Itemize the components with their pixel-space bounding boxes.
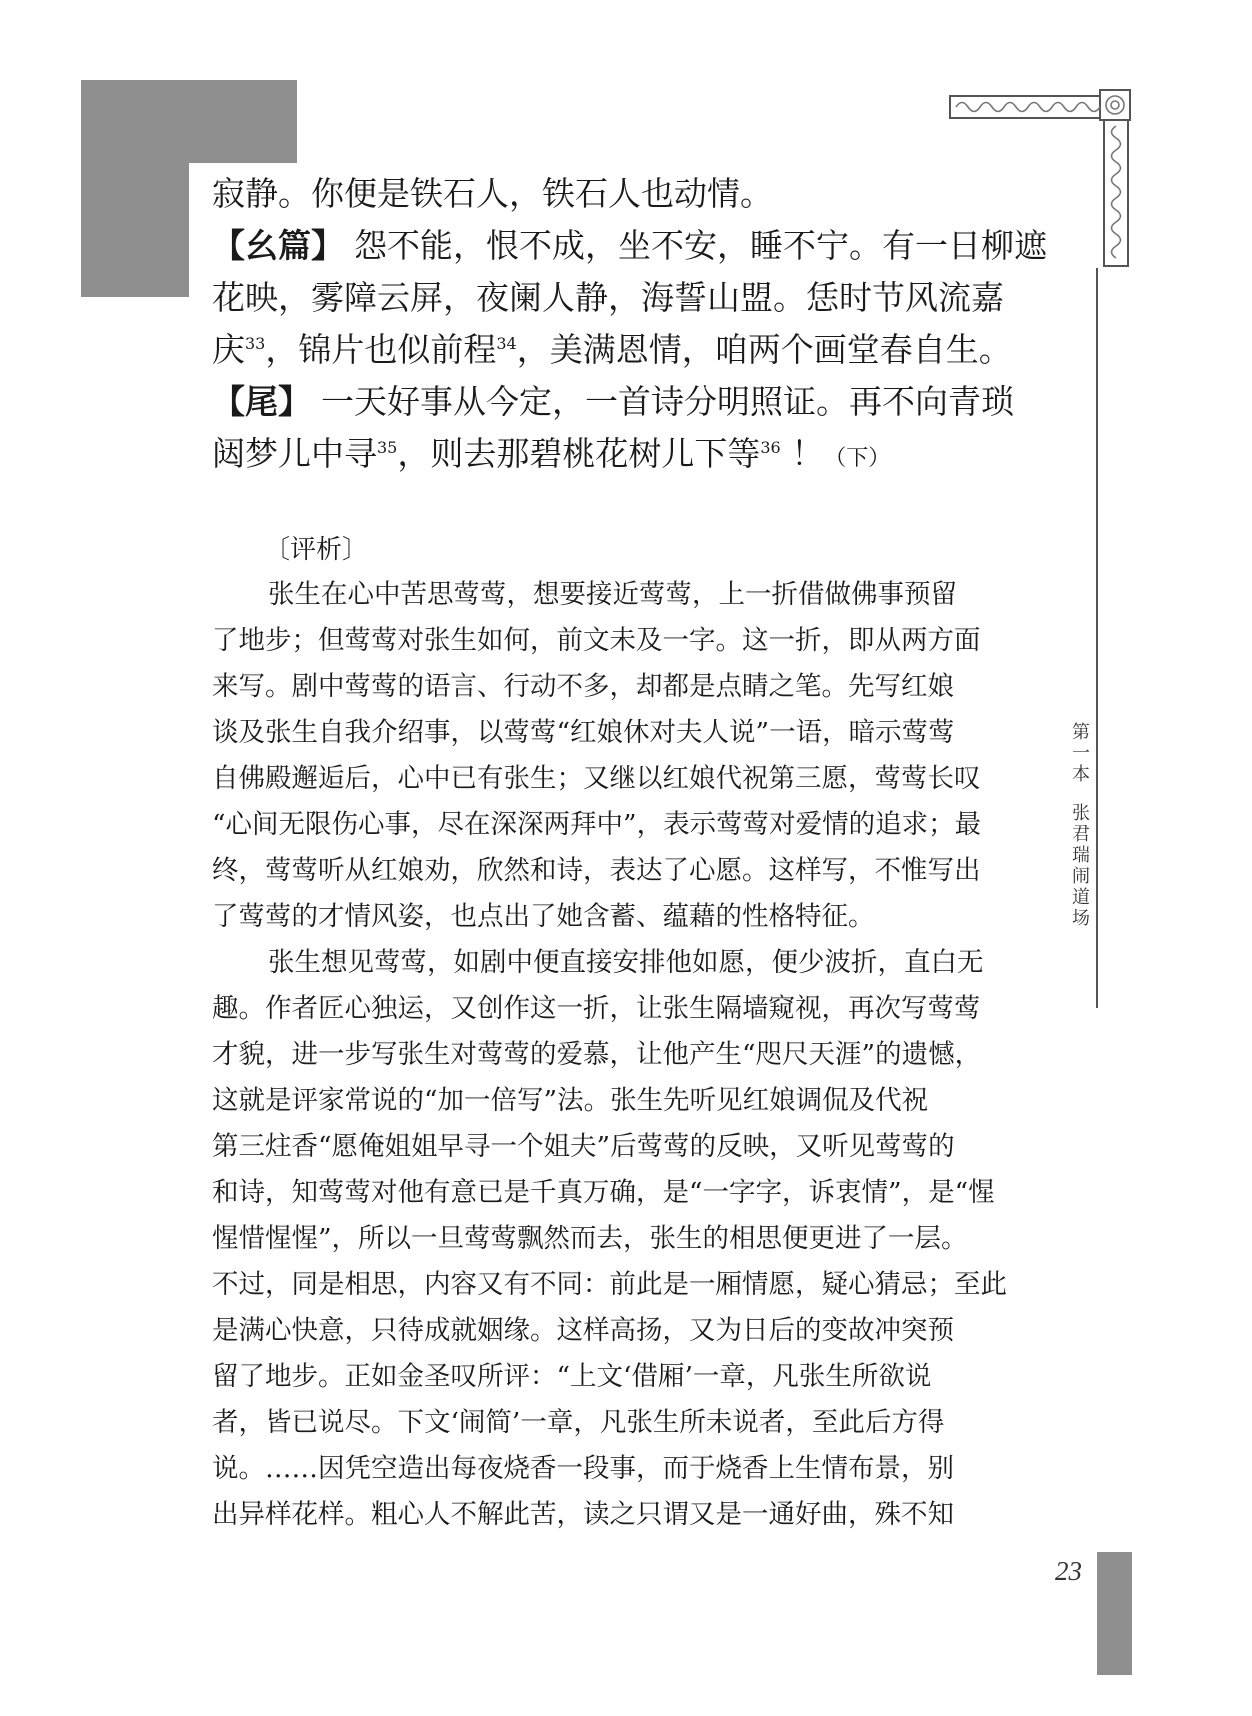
verse-line: 寂静。你便是铁石人，铁石人也动情。	[212, 174, 773, 213]
commentary-line: 第三炷香“愿俺姐姐早寻一个姐夫”后莺莺的反映，又听见莺莺的	[212, 1131, 955, 1162]
footnote-mark[interactable]: 35	[377, 438, 398, 457]
verse-line: 闼梦儿中寻$^{35}$，则去那碧桃花树儿下等$^{36}$ ！（下）	[212, 434, 891, 473]
footnote-mark[interactable]: 34	[496, 334, 517, 353]
running-head-part: 第一本	[1069, 722, 1090, 785]
verse-line: 庆$^{33}$，锦片也似前程$^{34}$，美满恩情，咱两个画堂春自生。	[212, 330, 1012, 369]
commentary-heading: 〔评析〕	[264, 535, 369, 565]
commentary-line: 谈及张生自我介绍事，以莺莺“红娘休对夫人说”一语，暗示莺莺	[212, 717, 955, 748]
commentary-line: 者，皆已说尽。下文‘闹简’一章，凡张生所未说者，至此后方得	[212, 1407, 945, 1438]
commentary-line: 是满心快意，只待成就姻缘。这样高扬，又为日后的变故冲突预	[212, 1315, 954, 1346]
commentary-line: 了地步；但莺莺对张生如何，前文未及一字。这一折，即从两方面	[212, 625, 981, 656]
commentary-section	[212, 530, 1032, 1538]
qupai-label: 【幺篇】	[212, 226, 344, 265]
commentary-line: 自佛殿邂逅后，心中已有张生；又继以红娘代祝第三愿，莺莺长叹	[212, 763, 981, 794]
commentary-line: 张生想见莺莺，如剧中便直接安排他如愿，便少波折，直白无	[268, 947, 984, 978]
commentary-line: “心间无限伤心事，尽在深深两拜中”，表示莺莺对爱情的追求；最	[212, 809, 982, 840]
verse-line: 花映，雾障云屏，夜阑人静，海誓山盟。恁时节风流嘉	[212, 278, 1004, 317]
commentary-line: 了莺莺的才情风姿，也点出了她含蓄、蕴藉的性格特征。	[212, 901, 875, 932]
verse-line: 【尾】 一天好事从今定，一首诗分明照证。再不向青琐	[212, 382, 1014, 421]
running-head-title: 张君瑞闹道场	[1069, 803, 1090, 929]
commentary-line: 和诗，知莺莺对他有意已是千真万确，是“一字字，诉衷情”，是“惺	[212, 1177, 995, 1208]
commentary-line: 惺惜惺惺”，所以一旦莺莺飘然而去，张生的相思便更进了一层。	[212, 1223, 968, 1254]
commentary-line: 不过，同是相思，内容又有不同：前此是一厢情愿，疑心猜忌；至此	[212, 1269, 1007, 1300]
page-number: 23	[1055, 1556, 1082, 1586]
footnote-mark[interactable]: 33	[245, 334, 266, 353]
commentary-line: 这就是评家常说的“加一倍写”法。张生先听见红娘调侃及代祝	[212, 1085, 929, 1116]
verse-line: 【幺篇】 怨不能，恨不成，坐不安，睡不宁。有一日柳遮	[212, 226, 1047, 265]
commentary-line: 来写。剧中莺莺的语言、行动不多，却都是点睛之笔。先写红娘	[212, 671, 954, 702]
commentary-line: 终，莺莺听从红娘劝，欣然和诗，表达了心愿。这样写，不惟写出	[212, 855, 981, 886]
commentary-line: 说。……因凭空造出每夜烧香一段事，而于烧香上生情布景，别	[212, 1453, 954, 1484]
stage-direction: （下）	[824, 446, 891, 471]
commentary-line: 张生在心中苦思莺莺，想要接近莺莺，上一折借做佛事预留	[268, 579, 957, 610]
commentary-line: 趣。作者匠心独运，又创作这一折，让张生隔墙窥视，再次写莺莺	[212, 993, 981, 1024]
corner-block-top	[189, 80, 297, 163]
commentary-line: 留了地步。正如金圣叹所评：“上文‘借厢’一章，凡张生所欲说	[212, 1361, 932, 1392]
running-head	[1066, 722, 1092, 929]
corner-block	[81, 80, 189, 297]
commentary-line: 才貌，进一步写张生对莺莺的爱慕，让他产生“咫尺天涯”的遗憾，	[212, 1039, 982, 1070]
qupai-label: 【尾】	[212, 382, 311, 421]
page-tab	[1097, 1552, 1132, 1675]
verse-block	[212, 168, 1047, 480]
commentary-body	[212, 572, 1032, 1538]
footnote-mark[interactable]: 36	[760, 438, 781, 457]
commentary-line: 出异样花样。粗心人不解此苦，读之只谓又是一通好曲，殊不知	[212, 1499, 954, 1530]
margin-rule	[1096, 268, 1098, 1008]
